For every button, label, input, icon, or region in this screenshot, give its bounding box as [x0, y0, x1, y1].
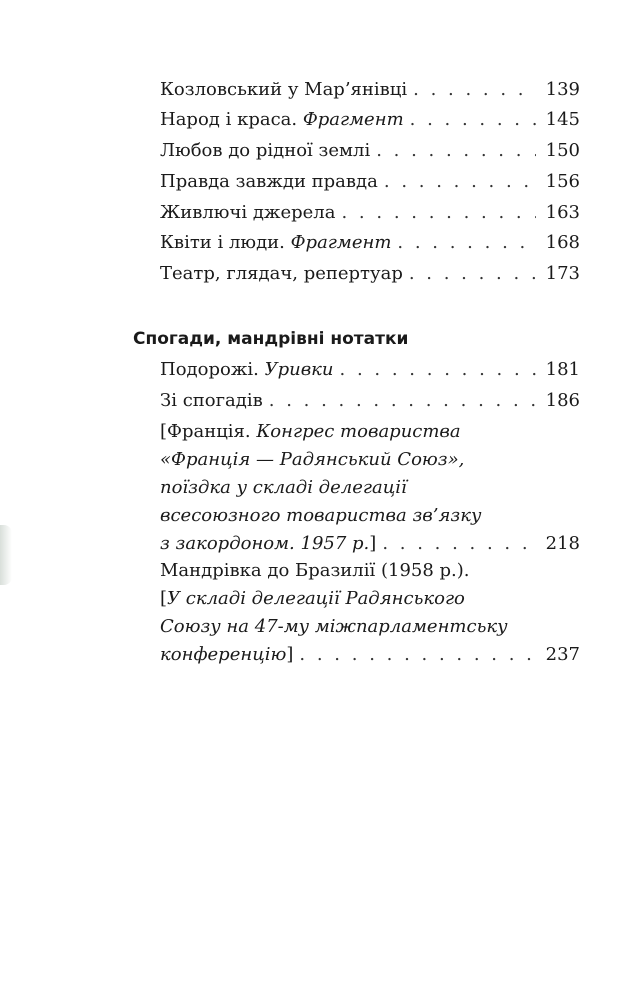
dot-leader [341, 198, 536, 228]
toc-entry-title: Народ і краса. Фрагмент [160, 109, 404, 130]
toc-entry-title: Живлючі джерела [160, 202, 336, 223]
toc-page-number: 181 [545, 359, 580, 380]
toc-entry [160, 228, 580, 258]
toc-entry-line: всесоюзного товариства зв’язку [160, 505, 482, 526]
toc-entry: з закордоном. 1957 р.] . . . 218 [160, 530, 580, 558]
toc-entry-line: Союзу на 47-му міжпарламентську [160, 616, 508, 637]
toc-page-number: 150 [545, 140, 580, 161]
dot-leader [384, 167, 536, 197]
toc-page-number: 168 [545, 232, 580, 253]
toc-entry [160, 75, 580, 105]
toc-page-number: 145 [545, 109, 580, 130]
dot-leader [410, 105, 536, 135]
dot-leader [413, 75, 536, 105]
toc-entry [160, 198, 580, 228]
toc-page-number: 156 [545, 171, 580, 192]
toc-entry-line: [Франція. Конгрес товариства [160, 421, 461, 442]
toc-page-number: 186 [545, 390, 580, 411]
dot-leader [340, 355, 536, 385]
section-heading: Спогади, мандрівні нотатки [133, 329, 409, 349]
dot-leader [382, 530, 536, 558]
toc-entry-line: поїздка у складі делегації [160, 477, 407, 498]
toc-entry [160, 386, 580, 416]
toc-entry-title: Подорожі. Уривки [160, 359, 334, 380]
dot-leader [409, 259, 536, 289]
dot-leader [269, 386, 536, 416]
toc-entry [160, 167, 580, 197]
toc-entry-title: Любов до рідної землі [160, 140, 371, 161]
toc-entry-line: «Франція — Радянський Союз», [160, 449, 465, 470]
toc-entry [160, 136, 580, 166]
toc-page-number: 163 [545, 202, 580, 223]
toc-entry-title: Правда завжди правда [160, 171, 378, 192]
toc-page-number: 218 [545, 533, 580, 554]
dot-leader [376, 136, 536, 166]
toc-entry-title: Козловський у Мар’янівці [160, 79, 408, 100]
page-edge-mark [0, 525, 12, 585]
toc-entry [160, 259, 580, 289]
toc-entry-title: Квіти і люди. Фрагмент [160, 232, 392, 253]
toc-page-number: 237 [545, 644, 580, 665]
toc-entry-line: Мандрівка до Бразилії (1958 р.). [160, 560, 470, 581]
toc-entry [160, 355, 580, 385]
toc-entry-title: Зі спогадів [160, 390, 263, 411]
toc-entry: конференцію] . . . 237 [160, 641, 580, 669]
dot-leader [397, 228, 536, 258]
toc-entry [160, 105, 580, 135]
toc-entry-line: [У складі делегації Радянського [160, 588, 465, 609]
toc-page-number: 139 [545, 79, 580, 100]
toc-page-number: 173 [545, 263, 580, 284]
toc-entry-title: Театр, глядач, репертуар [160, 263, 403, 284]
dot-leader [299, 641, 536, 669]
